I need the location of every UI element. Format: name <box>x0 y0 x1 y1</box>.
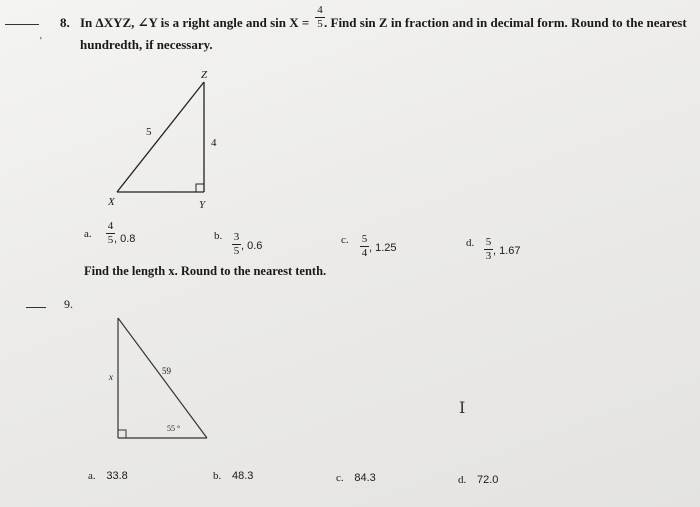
fraction-numerator: 4 <box>107 220 114 232</box>
choice-decimal: , 0.6 <box>241 240 263 252</box>
hypotenuse-59-label: 59 <box>162 366 171 376</box>
q9-choice-d[interactable] <box>458 474 498 486</box>
side-x-label: x <box>109 372 113 382</box>
answer-blank-8[interactable] <box>5 24 39 25</box>
choice-decimal: , 0.8 <box>114 233 136 245</box>
choice-value: 84.3 <box>354 472 376 484</box>
choice-fraction <box>360 234 369 259</box>
tick-mark: ' <box>40 36 42 47</box>
triangle-hypotenuse <box>118 318 207 438</box>
choice-letter: a. <box>88 470 96 482</box>
sin-x-denominator: 5 <box>317 18 323 30</box>
right-angle-marker <box>196 184 204 192</box>
vertex-x-label: X <box>108 196 115 208</box>
choice-decimal: , 1.25 <box>369 242 397 254</box>
fraction-denominator: 5 <box>107 234 114 246</box>
choice-letter: d. <box>458 474 467 486</box>
choice-letter: b. <box>213 470 222 482</box>
fraction-denominator: 3 <box>485 250 492 262</box>
vertex-y-label: Y <box>199 199 206 211</box>
question-8-number: 8. <box>60 15 70 30</box>
choice-value: 33.8 <box>106 470 128 482</box>
fraction-denominator: 4 <box>361 247 368 259</box>
vertex-z-label: Z <box>201 69 208 81</box>
fraction-denominator: 5 <box>233 245 240 257</box>
question-8-line1-part2: . Find sin Z in fraction and in decimal form. Round to the nearest <box>324 15 687 30</box>
choice-fraction <box>484 237 493 262</box>
side-hypotenuse-label: 5 <box>146 126 152 138</box>
choice-letter: b. <box>214 230 223 242</box>
question-9-number: 9. <box>64 297 73 311</box>
choice-letter: d. <box>466 237 475 249</box>
q9-choice-a[interactable] <box>88 470 128 482</box>
fraction-numerator: 3 <box>233 231 240 243</box>
q9-choice-c[interactable] <box>336 472 376 484</box>
fraction-numerator: 5 <box>485 236 492 248</box>
choice-value: 48.3 <box>232 470 254 482</box>
choice-letter: a. <box>84 228 92 240</box>
choice-letter: c. <box>336 472 344 484</box>
angle-55-label: 55 ° <box>167 424 181 433</box>
right-angle-marker <box>118 430 126 438</box>
triangle-q9-diagram <box>108 310 218 450</box>
choice-letter: c. <box>341 234 349 246</box>
answer-blank-9[interactable] <box>26 307 46 308</box>
text-cursor-icon: Ⅰ <box>459 398 466 417</box>
q9-choice-b[interactable] <box>213 470 253 482</box>
sin-x-numerator: 4 <box>317 4 323 16</box>
question-8-line1-part1: In ΔXYZ, ∠Y is a right angle and sin X = <box>80 15 310 30</box>
question-8-line2: hundredth, if necessary. <box>80 37 213 52</box>
choice-fraction <box>232 232 241 257</box>
choice-decimal: , 1.67 <box>493 245 521 257</box>
side-vertical-label: 4 <box>211 137 217 149</box>
hypotenuse-xz <box>117 82 204 192</box>
choice-value: 72.0 <box>477 474 499 486</box>
fraction-numerator: 5 <box>361 233 368 245</box>
question-9-instruction: Find the length x. Round to the nearest tenth. <box>84 264 327 278</box>
